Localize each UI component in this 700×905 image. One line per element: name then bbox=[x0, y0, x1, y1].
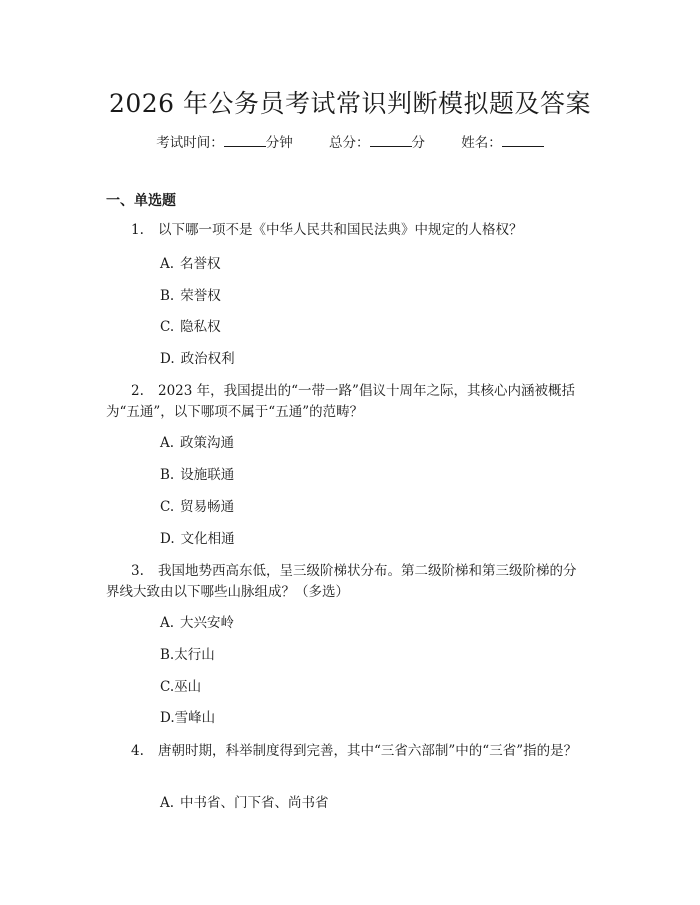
question-text: 2023 年，我国提出的“一带一路”倡议十周年之际，其核心内涵被概括为“五通”，以下哪项不属于“五通”的范畴？ bbox=[106, 383, 575, 420]
total-score-label: 总分： bbox=[329, 135, 370, 151]
question-number: 2. bbox=[131, 383, 144, 399]
exam-time-label: 考试时间： bbox=[156, 135, 224, 151]
option-text: 大兴安岭 bbox=[180, 615, 235, 631]
page-title: 2026 年公务员考试常识判断模拟题及答案 bbox=[108, 89, 592, 118]
question-2 bbox=[106, 381, 586, 423]
option-1d bbox=[160, 350, 235, 368]
option-letter: A. bbox=[160, 256, 175, 272]
option-letter: C. bbox=[160, 319, 175, 335]
option-1c bbox=[160, 318, 221, 336]
option-3a bbox=[160, 614, 234, 632]
exam-time-field bbox=[156, 131, 293, 151]
option-text: 名誉权 bbox=[180, 256, 221, 272]
option-letter: D. bbox=[160, 710, 175, 726]
exam-time-unit: 分钟 bbox=[265, 135, 293, 151]
question-3 bbox=[106, 561, 586, 603]
option-letter: A. bbox=[160, 615, 175, 631]
option-text: 太行山 bbox=[174, 647, 215, 663]
question-1 bbox=[106, 220, 586, 241]
question-text: 唐朝时期，科举制度得到完善，其中“三省六部制”中的“三省”指的是？ bbox=[158, 743, 578, 759]
option-letter: B. bbox=[160, 647, 175, 663]
option-1b bbox=[160, 287, 221, 305]
option-1a bbox=[160, 255, 221, 273]
total-score-blank bbox=[370, 134, 412, 147]
question-text: 我国地势西高东低，呈三级阶梯状分布。第二级阶梯和第三级阶梯的分界线大致由以下哪些山脉组成？（多选） bbox=[106, 563, 577, 600]
option-letter: A. bbox=[160, 795, 175, 811]
option-3b bbox=[160, 646, 215, 664]
option-4a bbox=[160, 794, 329, 812]
option-2b bbox=[160, 466, 234, 484]
option-text: 中书省、门下省、尚书省 bbox=[180, 795, 329, 811]
option-text: 荣誉权 bbox=[180, 288, 221, 304]
option-text: 设施联通 bbox=[180, 467, 235, 483]
option-text: 政策沟通 bbox=[180, 435, 235, 451]
name-label: 姓名： bbox=[461, 135, 502, 151]
option-text: 雪峰山 bbox=[174, 710, 216, 726]
question-number: 1. bbox=[131, 222, 144, 238]
question-4 bbox=[106, 741, 586, 762]
option-letter: C. bbox=[160, 499, 175, 515]
option-letter: D. bbox=[160, 351, 175, 367]
option-text: 文化相通 bbox=[180, 531, 235, 547]
question-number: 4. bbox=[131, 743, 144, 759]
name-blank bbox=[502, 134, 544, 147]
name-field bbox=[461, 131, 544, 151]
option-text: 政治权利 bbox=[180, 351, 235, 367]
option-3c bbox=[160, 678, 201, 696]
question-text: 以下哪一项不是《中华人民共和国民法典》中规定的人格权？ bbox=[158, 222, 523, 238]
option-text: 巫山 bbox=[174, 679, 202, 695]
option-2d bbox=[160, 530, 235, 548]
option-2a bbox=[160, 434, 234, 452]
option-2c bbox=[160, 498, 234, 516]
option-text: 隐私权 bbox=[180, 319, 221, 335]
option-letter: D. bbox=[160, 531, 175, 547]
option-letter: B. bbox=[160, 467, 175, 483]
option-text: 贸易畅通 bbox=[180, 499, 235, 515]
total-score-field bbox=[329, 131, 425, 151]
question-number: 3. bbox=[131, 563, 144, 579]
option-letter: B. bbox=[160, 288, 175, 304]
option-letter: A. bbox=[160, 435, 175, 451]
total-score-unit: 分 bbox=[411, 135, 425, 151]
option-letter: C. bbox=[160, 679, 175, 695]
exam-info-line bbox=[0, 131, 700, 151]
exam-time-blank bbox=[224, 134, 266, 147]
option-3d bbox=[160, 709, 215, 727]
section-title: 一、单选题 bbox=[106, 193, 176, 209]
